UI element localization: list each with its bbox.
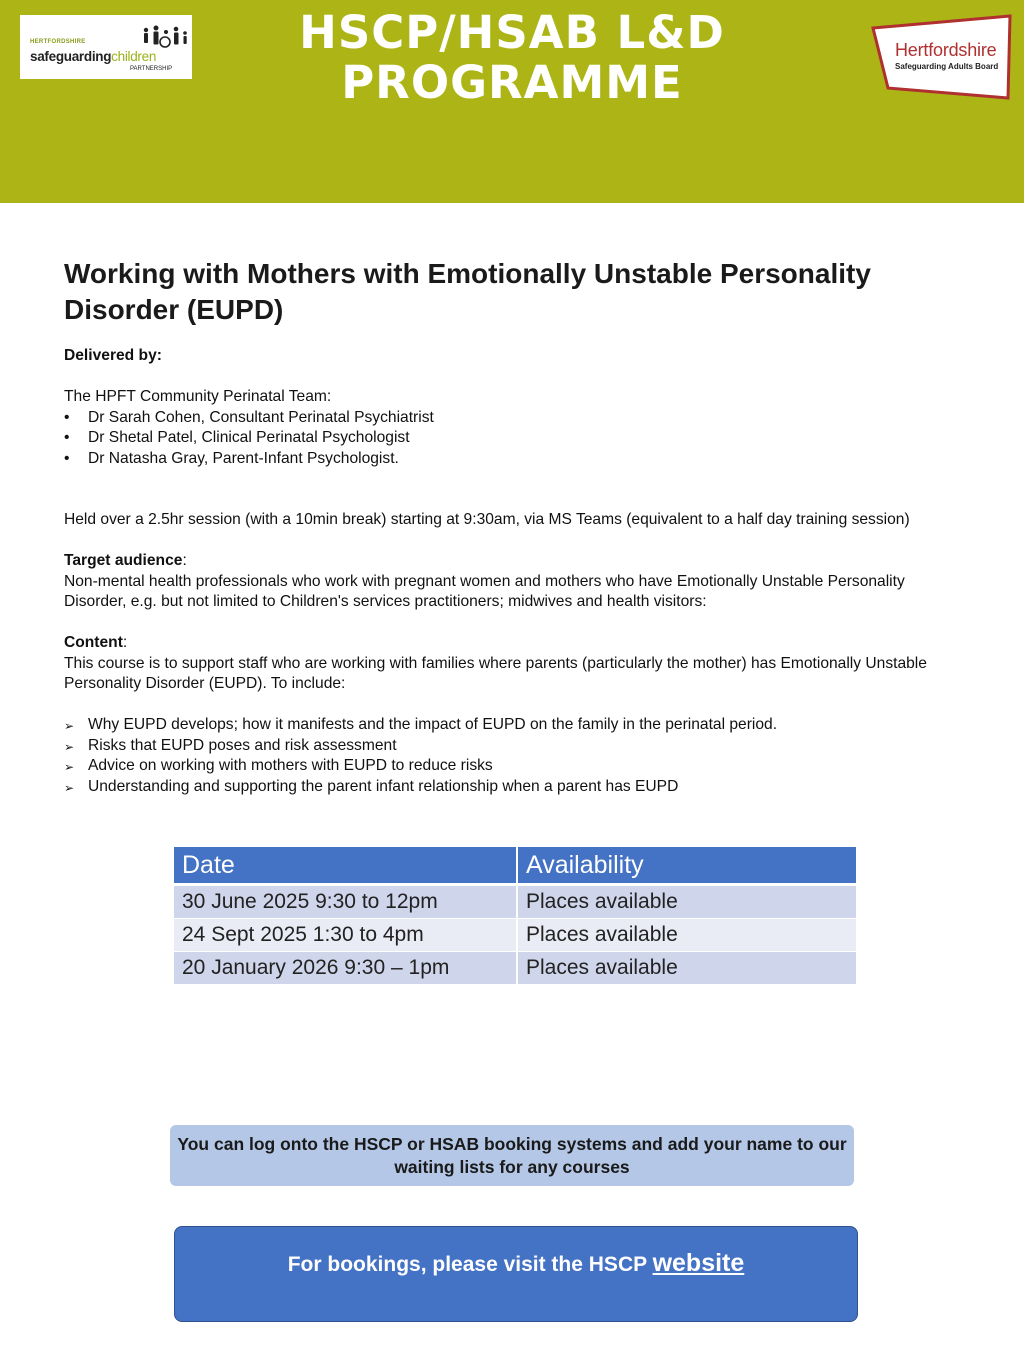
bullet-icon: • (64, 408, 70, 426)
waiting-list-note: You can log onto the HSCP or HSAB booking systems and add your name to our waiting lists for any courses (170, 1125, 854, 1186)
session-info: Held over a 2.5hr session (with a 10min break) starting at 9:30am, via MS Teams (equivalent to a half day training session) (64, 511, 910, 528)
arrow-bullet-icon: ➢ (64, 739, 75, 754)
logo-main-text: safeguardingchildren (30, 49, 157, 64)
availability-cell: Places available (517, 919, 857, 952)
list-item: • Dr Sarah Cohen, Consultant Perinatal Psychiatrist (64, 408, 964, 429)
arrow-bullet-icon: ➢ (64, 760, 75, 774)
logo-county-text: HERTFORDSHIRE (30, 39, 86, 45)
booking-banner (174, 1226, 858, 1322)
delivered-by-label: Delivered by: (64, 347, 162, 364)
logo-brand-text: Hertfordshire (895, 40, 997, 60)
table-row (174, 919, 857, 952)
topic-list (64, 715, 964, 797)
table-row (174, 885, 857, 919)
list-item: ➢ Why EUPD develops; how it manifests and the impact of EUPD on the family in the perinatal period. (64, 715, 964, 736)
list-item: ➢ Risks that EUPD poses and risk assessment (64, 736, 964, 757)
table-row (174, 952, 857, 985)
programme-title: HSCP/HSAB L&D PROGRAMME (299, 6, 725, 109)
availability-table (174, 847, 858, 985)
bullet-icon: • (64, 429, 70, 446)
arrow-bullet-icon: ➢ (64, 780, 75, 795)
team-name: The HPFT Community Perinatal Team: (64, 388, 332, 405)
logo-board-text: Safeguarding Adults Board (895, 62, 999, 71)
logo-partnership-text: PARTNERSHIP (130, 66, 173, 72)
target-audience-text: Non-mental health professionals who work with pregnant women and mothers who have Emotionally Unstable Personality Disorder, e.g. but not limited to Children's services practitioners; midwives and health visitors: (64, 572, 905, 610)
course-title: Working with Mothers with Emotionally Unstable Personality Disorder (EUPD) (64, 258, 871, 325)
content-text: This course is to support staff who are working with families where parents (particularly the mother) has Emotionally Unstable Personality Disorder (EUPD). To include: (64, 654, 927, 692)
date-cell: 30 June 2025 9:30 to 12pm (174, 885, 517, 919)
content-heading: Content: (64, 634, 128, 651)
target-audience: Target audience: (64, 552, 187, 569)
list-item: ➢ Advice on working with mothers with EUPD to reduce risks (64, 756, 964, 777)
list-item: • Dr Natasha Gray, Parent-Infant Psychologist. (64, 449, 964, 470)
table-header-row (174, 847, 857, 885)
availability-cell: Places available (517, 952, 857, 985)
bullet-icon: • (64, 449, 70, 467)
page-header (0, 0, 1024, 203)
date-column-header: Date (174, 847, 517, 885)
date-cell: 20 January 2026 9:30 – 1pm (174, 952, 517, 985)
arrow-bullet-icon: ➢ (64, 719, 75, 733)
course-details (64, 346, 964, 797)
safeguarding-adults-board-logo (868, 14, 1016, 102)
date-cell: 24 Sept 2025 1:30 to 4pm (174, 919, 517, 952)
list-item: ➢ Understanding and supporting the parent infant relationship when a parent has EUPD (64, 777, 964, 798)
website-link[interactable]: website (652, 1249, 745, 1277)
presenter-list (64, 408, 964, 470)
family-figures-icon (140, 23, 190, 49)
availability-column-header: Availability (517, 847, 857, 885)
availability-cell: Places available (517, 885, 857, 919)
safeguarding-children-partnership-logo (20, 15, 192, 79)
list-item: • Dr Shetal Patel, Clinical Perinatal Psychologist (64, 428, 964, 449)
booking-text: For bookings, please visit the HSCP (287, 1253, 647, 1276)
